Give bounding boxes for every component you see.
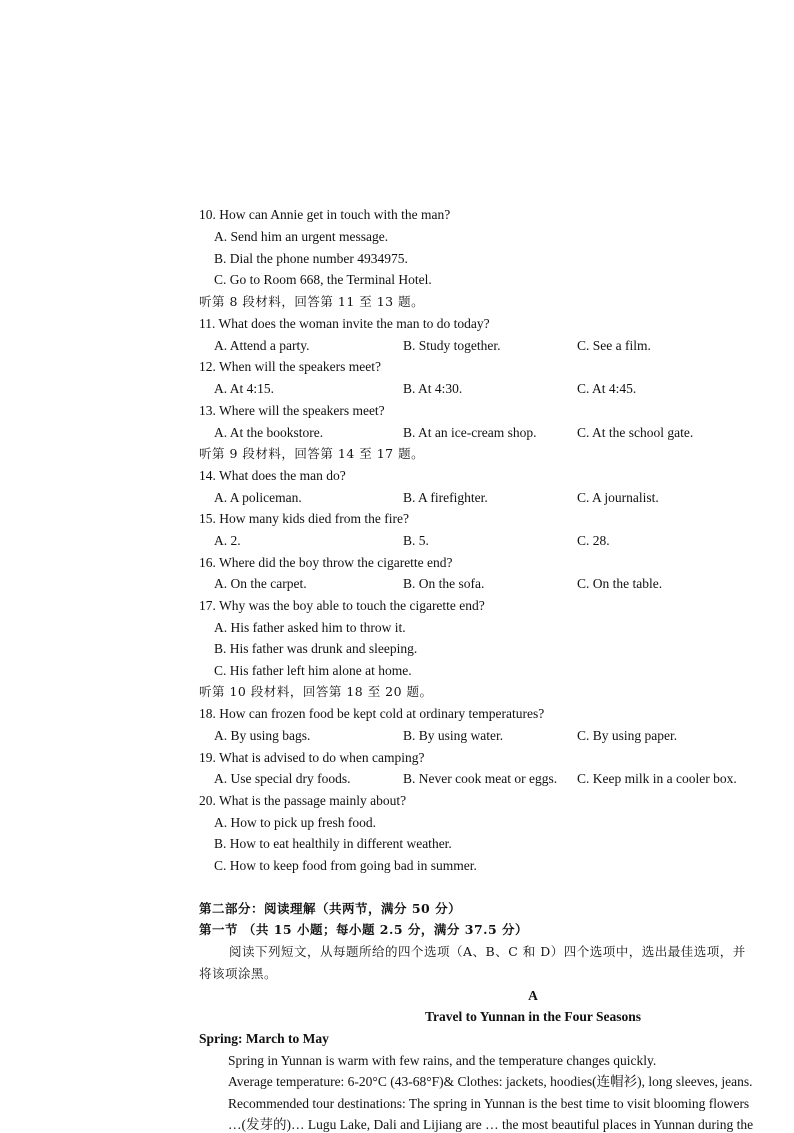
option-13b: B. At an ice-cream shop. bbox=[403, 425, 537, 440]
option-18b: B. By using water. bbox=[403, 728, 504, 743]
question-15: 15. How many kids died from the fire? bbox=[199, 511, 409, 526]
part-two-title: 第二部分：阅读理解（共两节，满分 50 分） bbox=[199, 901, 462, 916]
option-20c: C. How to keep food from going bad in summer. bbox=[214, 858, 477, 873]
option-17c: C. His father left him alone at home. bbox=[214, 663, 412, 678]
spring-paragraph-2: Average temperature: 6-20°C (43-68°F)& Clothes: jackets, hoodies(连帽衫), long sleeves, jeans. bbox=[228, 1074, 753, 1089]
question-12: 12. When will the speakers meet? bbox=[199, 359, 381, 374]
option-18c: C. By using paper. bbox=[577, 728, 678, 743]
question-14: 14. What does the man do? bbox=[199, 468, 346, 483]
option-18a: A. By using bags. bbox=[214, 728, 311, 743]
option-16a: A. On the carpet. bbox=[214, 576, 307, 591]
section-8-instruction: 听第 8 段材料，回答第 11 至 13 题。 bbox=[199, 294, 425, 309]
section-one-title: 第一节 （共 15 小题；每小题 2.5 分，满分 37.5 分） bbox=[199, 922, 529, 937]
option-16b: B. On the sofa. bbox=[403, 576, 485, 591]
option-10c: C. Go to Room 668, the Terminal Hotel. bbox=[214, 272, 432, 287]
question-13: 13. Where will the speakers meet? bbox=[199, 403, 385, 418]
section-9-instruction: 听第 9 段材料，回答第 14 至 17 题。 bbox=[199, 446, 425, 461]
spring-paragraph-3: Recommended tour destinations: The spring in Yunnan is the best time to visit blooming flowers bbox=[228, 1096, 750, 1111]
option-10b: B. Dial the phone number 4934975. bbox=[214, 251, 408, 266]
spring-paragraph-4: …(发芽的)… Lugu Lake, Dali and Lijiang are … the most beautiful places in Yunnan during the bbox=[228, 1117, 754, 1132]
passage-title: Travel to Yunnan in the Four Seasons bbox=[424, 1009, 642, 1024]
option-20a: A. How to pick up fresh food. bbox=[214, 815, 376, 830]
option-20b: B. How to eat healthily in different weather. bbox=[214, 836, 452, 851]
option-15c: C. 28. bbox=[577, 533, 610, 548]
option-14b: B. A firefighter. bbox=[403, 490, 488, 505]
section-10-instruction: 听第 10 段材料，回答第 18 至 20 题。 bbox=[199, 684, 433, 699]
option-14c: C. A journalist. bbox=[577, 490, 659, 505]
question-20: 20. What is the passage mainly about? bbox=[199, 793, 407, 808]
option-19b: B. Never cook meat or eggs. bbox=[403, 771, 558, 786]
option-19a: A. Use special dry foods. bbox=[214, 771, 351, 786]
instruction-line-1: 阅读下列短文，从每题所给的四个选项（A、B、C 和 D）四个选项中，选出最佳选项，并 bbox=[229, 944, 746, 959]
option-17b: B. His father was drunk and sleeping. bbox=[214, 641, 418, 656]
option-16c: C. On the table. bbox=[577, 576, 663, 591]
option-10a: A. Send him an urgent message. bbox=[214, 229, 389, 244]
option-12b: B. At 4:30. bbox=[403, 381, 463, 396]
option-19c: C. Keep milk in a cooler box. bbox=[577, 771, 737, 786]
option-11a: A. Attend a party. bbox=[214, 338, 310, 353]
question-17: 17. Why was the boy able to touch the cigarette end? bbox=[199, 598, 485, 613]
option-11b: B. Study together. bbox=[403, 338, 501, 353]
question-10: 10. How can Annie get in touch with the man? bbox=[199, 207, 451, 222]
option-12c: C. At 4:45. bbox=[577, 381, 637, 396]
option-12a: A. At 4:15. bbox=[214, 381, 275, 396]
instruction-line-2: 将该项涂黑。 bbox=[199, 966, 278, 981]
passage-letter: A bbox=[528, 988, 538, 1003]
question-18: 18. How can frozen food be kept cold at ordinary temperatures? bbox=[199, 706, 545, 721]
question-11: 11. What does the woman invite the man to do today? bbox=[199, 316, 490, 331]
option-17a: A. His father asked him to throw it. bbox=[214, 620, 406, 635]
option-13a: A. At the bookstore. bbox=[214, 425, 324, 440]
option-15a: A. 2. bbox=[214, 533, 241, 548]
option-13c: C. At the school gate. bbox=[577, 425, 694, 440]
spring-paragraph-1: Spring in Yunnan is warm with few rains, and the temperature changes quickly. bbox=[228, 1053, 657, 1068]
question-19: 19. What is advised to do when camping? bbox=[199, 750, 425, 765]
option-15b: B. 5. bbox=[403, 533, 429, 548]
question-16: 16. Where did the boy throw the cigarette end? bbox=[199, 555, 453, 570]
option-11c: C. See a film. bbox=[577, 338, 651, 353]
spring-heading: Spring: March to May bbox=[199, 1031, 329, 1046]
option-14a: A. A policeman. bbox=[214, 490, 302, 505]
